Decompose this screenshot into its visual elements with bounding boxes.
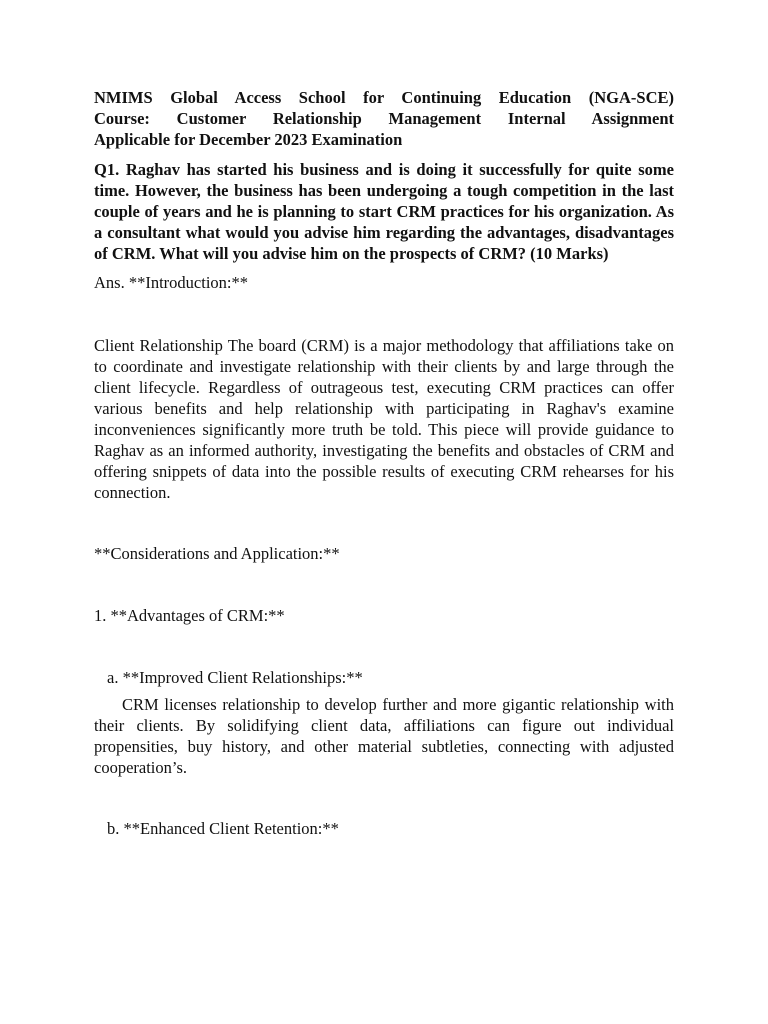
document-content	[94, 87, 674, 839]
considerations-heading: **Considerations and Application:**	[94, 544, 340, 563]
header-course: Course: Customer Relationship Management Internal Assignment	[94, 109, 674, 128]
enhanced-client-retention-heading: b. **Enhanced Client Retention:**	[107, 819, 339, 838]
question-text: Q1. Raghav has started his business and is doing it successfully for quite some time. However, the business has been undergoing a tough competition in the last couple of years and he is planning to start CRM practices for his organization. As a consultant what would you advise him regarding the advantages, disadvantages of CRM. What will you advise him on the prospects of CRM? (10 Marks)	[94, 160, 674, 263]
introduction-paragraph: Client Relationship The board (CRM) is a major methodology that affiliations take on to coordinate and investigate relationship with their clients by and large through the client lifecycle. Regardless of outrageous test, executing CRM practices can offer various benefits and help relationship with participating in Raghav's examine inconveniences significantly more truth be told. This piece will provide guidance to Raghav as an informed authority, investigating the benefits and obstacles of CRM and offering snippets of data into the possible results of executing CRM rehearses for his connection.	[94, 336, 674, 502]
advantages-heading: 1. **Advantages of CRM:**	[94, 606, 285, 625]
assignment-header	[94, 87, 674, 150]
header-school: NMIMS Global Access School for Continuing Education (NGA-SCE)	[94, 88, 674, 107]
answer-introduction-label: Ans. **Introduction:**	[94, 273, 248, 292]
header-exam: Applicable for December 2023 Examination	[94, 130, 403, 149]
improved-client-relationships-heading: a. **Improved Client Relationships:**	[107, 668, 363, 687]
improved-client-relationships-paragraph: CRM licenses relationship to develop further and more gigantic relationship with their clients. By solidifying client data, affiliations can figure out individual propensities, buy history, and other material subtleties, connecting with adjusted cooperation’s.	[94, 695, 674, 777]
